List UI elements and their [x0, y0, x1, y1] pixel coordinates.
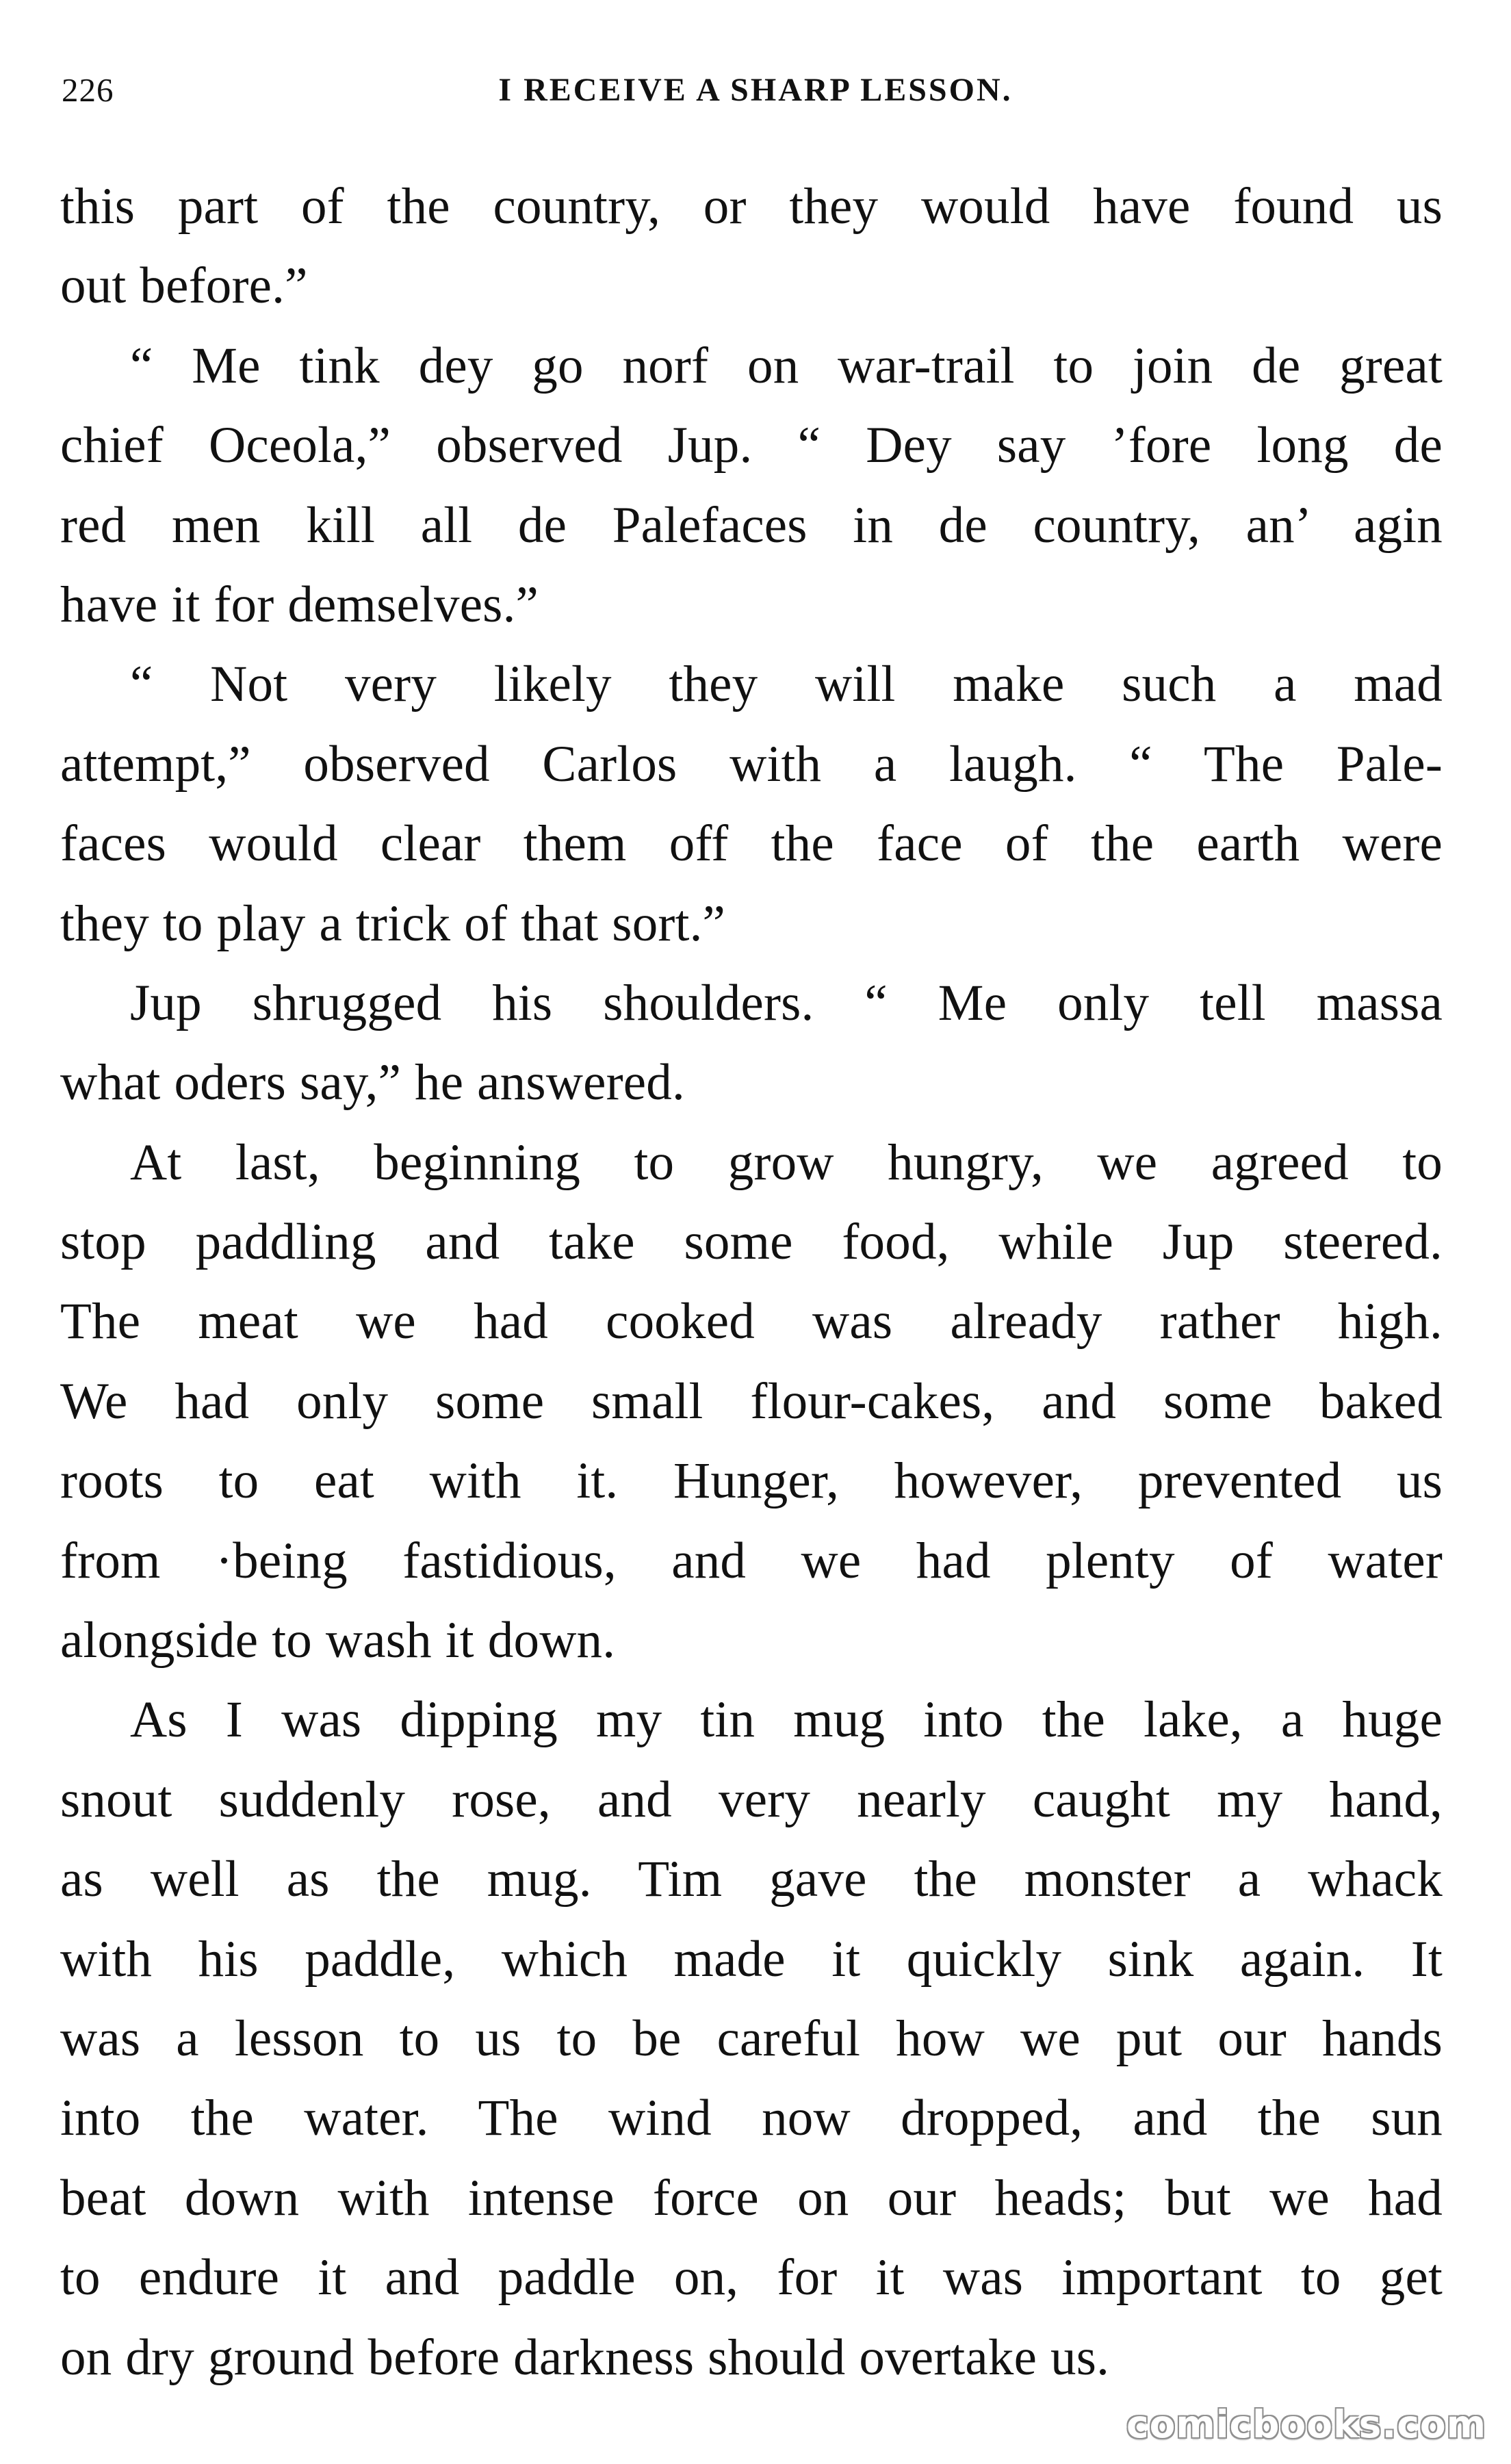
text-line: out before.” — [60, 257, 308, 315]
text-line: was a lesson to us to be careful how we put our hands — [60, 2010, 1443, 2067]
text-line: stop paddling and take some food, while Jup steered. — [60, 1214, 1443, 1271]
page-number: 226 — [62, 71, 114, 109]
text-line: We had only some small flour-cakes, and some baked — [60, 1372, 1443, 1430]
text-line: as well as the mug. Tim gave the monster a whack — [60, 1851, 1443, 1908]
text-line: with his paddle, which made it quickly sink again. It — [60, 1930, 1443, 1988]
text-line: attempt,” observed Carlos with a laugh. “ The Pale- — [60, 735, 1443, 793]
text-line: on dry ground before darkness should overtake us. — [60, 2328, 1110, 2386]
text-line: beat down with intense force on our heads; but we had — [60, 2169, 1443, 2226]
text-line: into the water. The wind now dropped, and the sun — [60, 2090, 1443, 2147]
text-line: The meat we had cooked was already rather high. — [60, 1293, 1443, 1350]
text-line: snout suddenly rose, and very nearly caught my hand, — [60, 1771, 1443, 1828]
watermark-logo: comicbooks.com — [1126, 2402, 1486, 2446]
text-line: As I was dipping my tin mug into the lake, a huge — [130, 1691, 1443, 1749]
text-line: what oders say,” he answered. — [60, 1054, 685, 1112]
text-line: have it for demselves.” — [60, 576, 539, 633]
text-line: they to play a trick of that sort.” — [60, 895, 726, 952]
text-line: this part of the country, or they would have found us — [60, 178, 1443, 235]
running-title: I RECEIVE A SHARP LESSON. — [498, 72, 1013, 108]
text-line: At last, beginning to grow hungry, we agreed to — [130, 1133, 1443, 1191]
text-line: to endure it and paddle on, for it was important to get — [60, 2249, 1443, 2307]
text-line: “ Me tink dey go norf on war-trail to join de great — [130, 337, 1443, 394]
text-line: faces would clear them off the face of the earth were — [60, 815, 1443, 873]
text-line: “ Not very likely they will make such a mad — [130, 656, 1443, 713]
text-line: alongside to wash it down. — [60, 1612, 616, 1669]
text-line: red men kill all de Palefaces in de country, an’ agin — [60, 496, 1443, 554]
text-line: from ·being fastidious, and we had plenty of water — [60, 1532, 1443, 1589]
text-line: chief Oceola,” observed Jup. “ Dey say ’fore long de — [60, 417, 1443, 474]
body-text — [60, 167, 1443, 2398]
running-head — [62, 63, 1449, 118]
text-line: roots to eat with it. Hunger, however, prevented us — [60, 1452, 1443, 1510]
text-line: Jup shrugged his shoulders. “ Me only tell massa — [130, 974, 1443, 1031]
